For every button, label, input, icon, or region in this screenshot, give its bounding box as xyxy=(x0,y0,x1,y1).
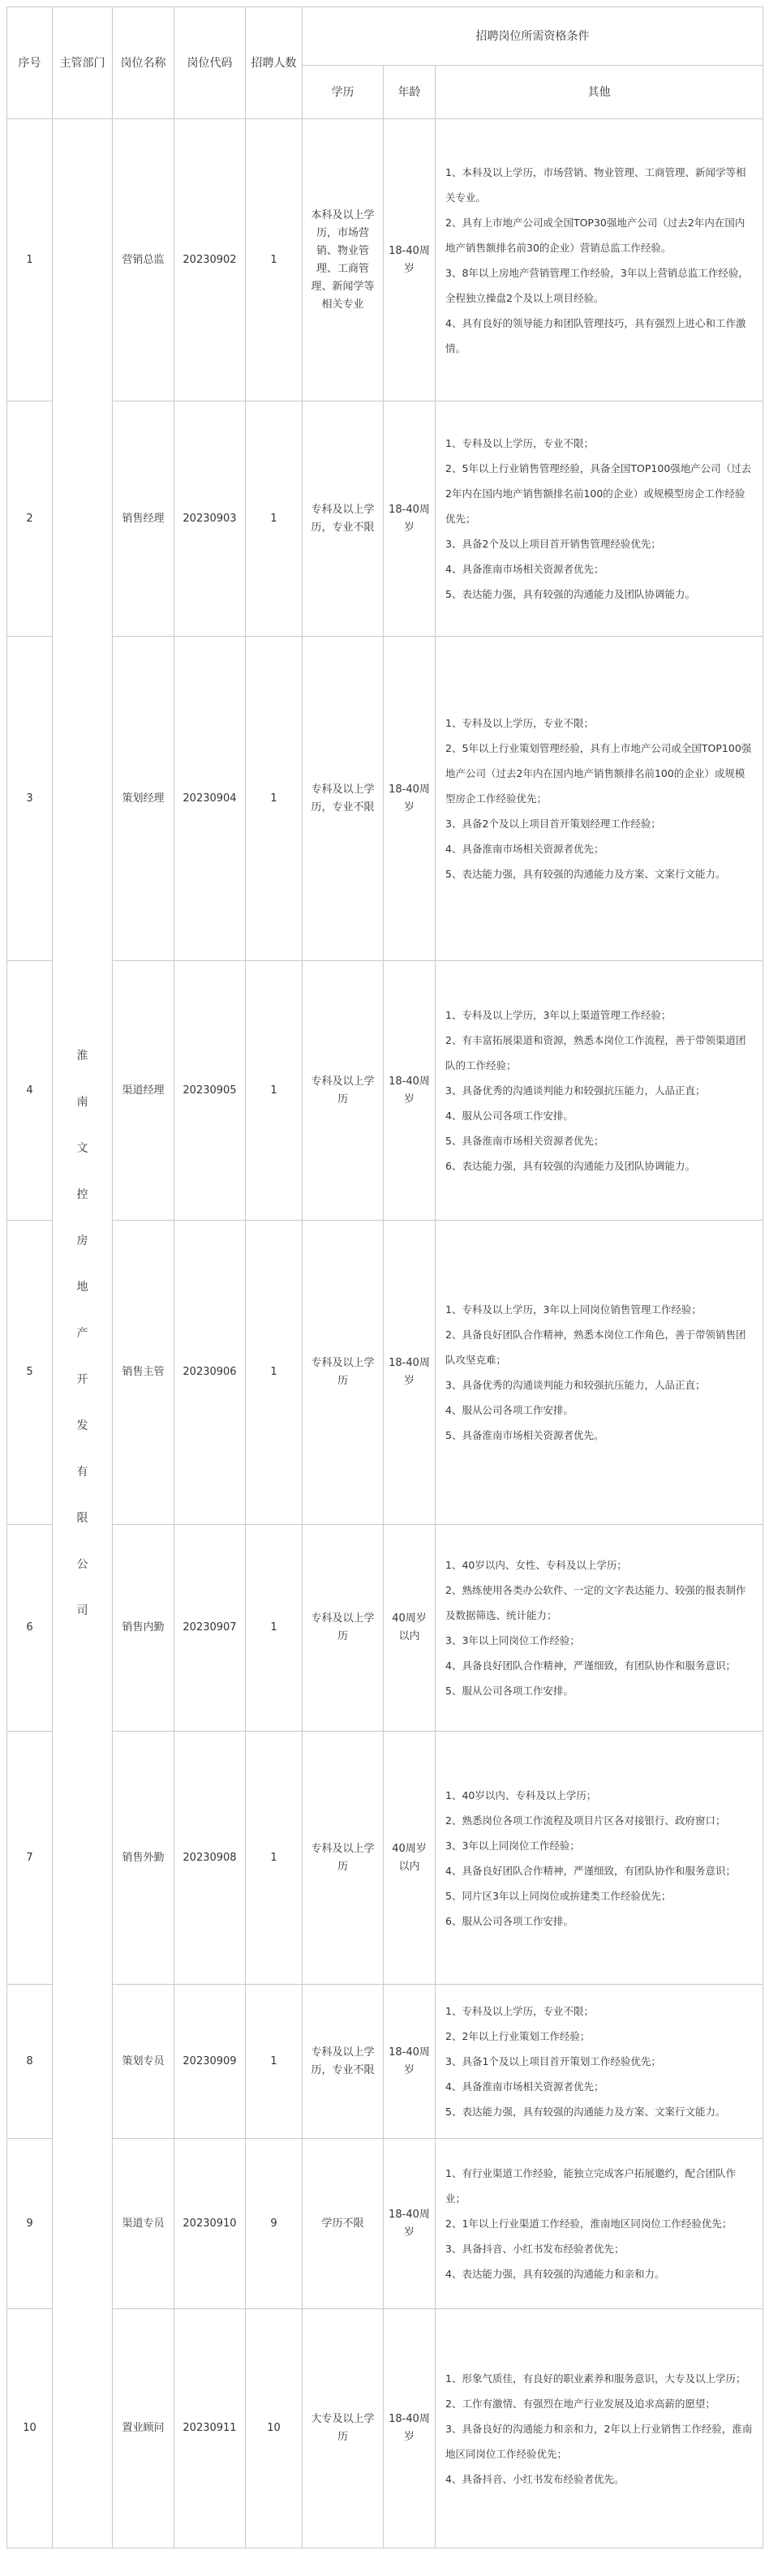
position-name: 销售经理 xyxy=(113,401,174,637)
table-row xyxy=(7,1985,763,2139)
table-row xyxy=(7,1221,763,1525)
requirement-item: 4、表达能力强，具有较强的沟通能力和亲和力。 xyxy=(445,2268,665,2280)
table-row xyxy=(7,637,763,961)
requirement-item: 5、同片区3年以上同岗位或拚建类工作经验优先； xyxy=(445,1889,672,1902)
position-name: 策划专员 xyxy=(113,1985,174,2139)
row-index: 2 xyxy=(7,401,53,637)
education-requirement: 专科及以上学历 xyxy=(303,1221,384,1525)
requirement-item: 1、专科及以上学历，专业不限； xyxy=(445,437,594,449)
other-requirements xyxy=(436,961,763,1221)
hire-count: 1 xyxy=(246,1525,303,1732)
row-index: 10 xyxy=(7,2309,53,2548)
table-row xyxy=(7,119,763,401)
education-requirement: 专科及以上学历，专业不限 xyxy=(303,1985,384,2139)
requirement-item: 1、专科及以上学历，3年以上同岗位销售管理工作经验； xyxy=(445,1303,702,1316)
hire-count: 1 xyxy=(246,119,303,401)
age-requirement: 18-40周岁 xyxy=(384,119,436,401)
requirement-item: 4、服从公司各项工作安排。 xyxy=(445,1110,574,1122)
position-code: 20230909 xyxy=(174,1985,246,2139)
requirement-item: 2、熟悉岗位各项工作流程及项目片区各对接银行、政府窗口； xyxy=(445,1814,726,1827)
recruitment-table xyxy=(6,6,763,2548)
position-name: 销售主管 xyxy=(113,1221,174,1525)
other-requirements xyxy=(436,1525,763,1732)
other-requirements xyxy=(436,119,763,401)
age-requirement: 18-40周岁 xyxy=(384,637,436,961)
position-name: 渠道专员 xyxy=(113,2139,174,2309)
hire-count: 1 xyxy=(246,1732,303,1985)
requirement-item: 4、具备良好团队合作精神，严谨细致，有团队协作和服务意识； xyxy=(445,1864,736,1877)
education-requirement: 专科及以上学历 xyxy=(303,961,384,1221)
requirement-item: 1、40岁以内、女性、专科及以上学历； xyxy=(445,1559,627,1571)
requirement-item: 2、2年以上行业策划工作经验； xyxy=(445,2030,591,2042)
requirement-item: 3、具备抖音、小红书发布经验者优先； xyxy=(445,2243,625,2255)
requirement-item: 6、表达能力强，具有较强的沟通能力及团队协调能力。 xyxy=(445,1160,695,1172)
header-education: 学历 xyxy=(303,66,384,119)
requirement-item: 1、有行业渠道工作经验，能独立完成客户拓展邀约，配合团队作业； xyxy=(445,2167,736,2205)
age-requirement: 18-40周岁 xyxy=(384,2139,436,2309)
age-requirement: 18-40周岁 xyxy=(384,2309,436,2548)
requirement-item: 5、表达能力强，具有较强的沟通能力及方案、文案行文能力。 xyxy=(445,868,726,880)
requirement-item: 5、具备淮南市场相关资源者优先。 xyxy=(445,1429,604,1441)
position-name: 销售外勤 xyxy=(113,1732,174,1985)
requirement-item: 3、3年以上同岗位工作经验； xyxy=(445,1839,580,1852)
education-requirement: 本科及以上学历，市场营销、物业管理、工商管理、新闻学等相关专业 xyxy=(303,119,384,401)
position-name: 营销总监 xyxy=(113,119,174,401)
requirement-item: 2、工作有激情、有强烈在地产行业发展及追求高薪的愿望； xyxy=(445,2397,715,2410)
other-requirements xyxy=(436,1985,763,2139)
requirement-item: 2、5年以上行业销售管理经验，具备全国TOP100强地产公司（过去2年内在国内地产销售额排名前100的企业）或规模型房企工作经验优先； xyxy=(445,462,752,525)
header-position: 岗位名称 xyxy=(113,7,174,119)
education-requirement: 专科及以上学历 xyxy=(303,1732,384,1985)
education-requirement: 专科及以上学历，专业不限 xyxy=(303,401,384,637)
header-age: 年龄 xyxy=(384,66,436,119)
education-requirement: 学历不限 xyxy=(303,2139,384,2309)
hire-count: 10 xyxy=(246,2309,303,2548)
requirement-item: 3、具备优秀的沟通谈判能力和较强抗压能力，人品正直； xyxy=(445,1379,706,1391)
requirement-item: 4、具备淮南市场相关资源者优先； xyxy=(445,2080,604,2093)
position-name: 置业顾问 xyxy=(113,2309,174,2548)
requirement-item: 2、具备良好团队合作精神，熟悉本岗位工作角色，善于带领销售团队攻坚克难； xyxy=(445,1329,746,1366)
row-index: 6 xyxy=(7,1525,53,1732)
hire-count: 9 xyxy=(246,2139,303,2309)
requirement-item: 4、具备淮南市场相关资源者优先； xyxy=(445,843,604,855)
requirement-item: 4、具备抖音、小红书发布经验者优先。 xyxy=(445,2472,625,2485)
header-index: 序号 xyxy=(7,7,53,119)
age-requirement: 40周岁以内 xyxy=(384,1732,436,1985)
row-index: 7 xyxy=(7,1732,53,1985)
education-requirement: 专科及以上学历 xyxy=(303,1525,384,1732)
requirement-item: 3、具备2个及以上项目首开销售管理经验优先； xyxy=(445,538,661,550)
requirement-item: 5、表达能力强，具有较强的沟通能力及方案、文案行文能力。 xyxy=(445,2106,726,2118)
other-requirements xyxy=(436,1732,763,1985)
table-row xyxy=(7,961,763,1221)
position-code: 20230906 xyxy=(174,1221,246,1525)
hire-count: 1 xyxy=(246,401,303,637)
requirement-item: 4、服从公司各项工作安排。 xyxy=(445,1404,574,1416)
other-requirements xyxy=(436,637,763,961)
requirement-item: 5、服从公司各项工作安排。 xyxy=(445,1685,574,1697)
requirement-item: 2、具有上市地产公司或全国TOP30强地产公司（过去2年内在国内地产销售额排名前30的企业）营销总监工作经验。 xyxy=(445,216,745,254)
row-index: 8 xyxy=(7,1985,53,2139)
requirement-item: 3、8年以上房地产营销管理工作经验，3年以上营销总监工作经验，全程独立操盘2个及以上项目经验。 xyxy=(445,266,749,304)
age-requirement: 18-40周岁 xyxy=(384,1985,436,2139)
requirement-item: 3、具备1个及以上项目首开策划工作经验优先； xyxy=(445,2055,661,2067)
requirement-item: 2、有丰富拓展渠道和资源，熟悉本岗位工作流程，善于带领渠道团队的工作经验； xyxy=(445,1034,746,1071)
requirement-item: 3、具备良好的沟通能力和亲和力，2年以上行业销售工作经验，淮南地区同岗位工作经验优先； xyxy=(445,2422,753,2460)
requirement-item: 1、40岁以内、专科及以上学历； xyxy=(445,1788,597,1801)
requirement-item: 1、专科及以上学历，专业不限； xyxy=(445,717,594,729)
header-other: 其他 xyxy=(436,66,763,119)
position-name: 渠道经理 xyxy=(113,961,174,1221)
age-requirement: 18-40周岁 xyxy=(384,961,436,1221)
requirement-item: 3、具备2个及以上项目首开策划经理工作经验； xyxy=(445,818,661,830)
department-name: 淮南文控房地产开发有限公司 xyxy=(76,1049,88,1617)
row-index: 4 xyxy=(7,961,53,1221)
requirement-item: 1、形象气质佳，有良好的职业素养和服务意识，大专及以上学历； xyxy=(445,2372,746,2385)
requirement-item: 4、具备良好团队合作精神，严谨细致，有团队协作和服务意识； xyxy=(445,1659,736,1672)
age-requirement: 18-40周岁 xyxy=(384,1221,436,1525)
other-requirements xyxy=(436,1221,763,1525)
hire-count: 1 xyxy=(246,1985,303,2139)
table-row xyxy=(7,2309,763,2548)
education-requirement: 大专及以上学历 xyxy=(303,2309,384,2548)
requirement-item: 2、熟练使用各类办公软件、一定的文字表达能力、较强的报表制作及数据筛选、统计能力； xyxy=(445,1584,746,1621)
hire-count: 1 xyxy=(246,961,303,1221)
education-requirement: 专科及以上学历，专业不限 xyxy=(303,637,384,961)
requirement-item: 2、1年以上行业渠道工作经验，淮南地区同岗位工作经验优先； xyxy=(445,2218,732,2230)
requirement-item: 3、具备优秀的沟通谈判能力和较强抗压能力，人品正直； xyxy=(445,1084,706,1097)
age-requirement: 18-40周岁 xyxy=(384,401,436,637)
requirement-item: 1、专科及以上学历，专业不限； xyxy=(445,2005,594,2017)
requirement-item: 5、表达能力强，具有较强的沟通能力及团队协调能力。 xyxy=(445,588,695,600)
position-name: 策划经理 xyxy=(113,637,174,961)
row-index: 5 xyxy=(7,1221,53,1525)
position-code: 20230910 xyxy=(174,2139,246,2309)
header-department: 主管部门 xyxy=(53,7,113,119)
position-code: 20230904 xyxy=(174,637,246,961)
position-code: 20230902 xyxy=(174,119,246,401)
requirement-item: 1、专科及以上学历，3年以上渠道管理工作经验； xyxy=(445,1009,672,1021)
other-requirements xyxy=(436,2139,763,2309)
other-requirements xyxy=(436,401,763,637)
requirement-item: 1、本科及以上学历，市场营销、物业管理、工商管理、新闻学等相关专业。 xyxy=(445,165,746,204)
row-index: 3 xyxy=(7,637,53,961)
requirement-item: 4、具有良好的领导能力和团队管理技巧，具有强烈上进心和工作激情。 xyxy=(445,316,746,354)
header-requirements-group: 招聘岗位所需资格条件 xyxy=(303,7,763,66)
table-row xyxy=(7,2139,763,2309)
row-index: 1 xyxy=(7,119,53,401)
position-code: 20230911 xyxy=(174,2309,246,2548)
recruitment-table-container xyxy=(6,6,763,2548)
requirement-item: 3、3年以上同岗位工作经验； xyxy=(445,1634,580,1646)
position-code: 20230903 xyxy=(174,401,246,637)
requirement-item: 4、具备淮南市场相关资源者优先； xyxy=(445,563,604,575)
requirement-item: 2、5年以上行业策划管理经验，具有上市地产公司或全国TOP100强地产公司（过去2年内在国内地产销售额排名前100的企业）或规模型房企工作经验优先； xyxy=(445,742,752,805)
requirement-item: 6、服从公司各项工作安排。 xyxy=(445,1914,574,1927)
hire-count: 1 xyxy=(246,1221,303,1525)
position-code: 20230905 xyxy=(174,961,246,1221)
table-row xyxy=(7,1525,763,1732)
row-index: 9 xyxy=(7,2139,53,2309)
header-row-top xyxy=(7,7,763,66)
hire-count: 1 xyxy=(246,637,303,961)
position-code: 20230907 xyxy=(174,1525,246,1732)
table-row xyxy=(7,1732,763,1985)
requirement-item: 5、具备淮南市场相关资源者优先； xyxy=(445,1135,604,1147)
table-row xyxy=(7,401,763,637)
header-code: 岗位代码 xyxy=(174,7,246,119)
position-code: 20230908 xyxy=(174,1732,246,1985)
department-cell xyxy=(53,119,113,2548)
position-name: 销售内勤 xyxy=(113,1525,174,1732)
age-requirement: 40周岁以内 xyxy=(384,1525,436,1732)
header-count: 招聘人数 xyxy=(246,7,303,119)
other-requirements xyxy=(436,2309,763,2548)
